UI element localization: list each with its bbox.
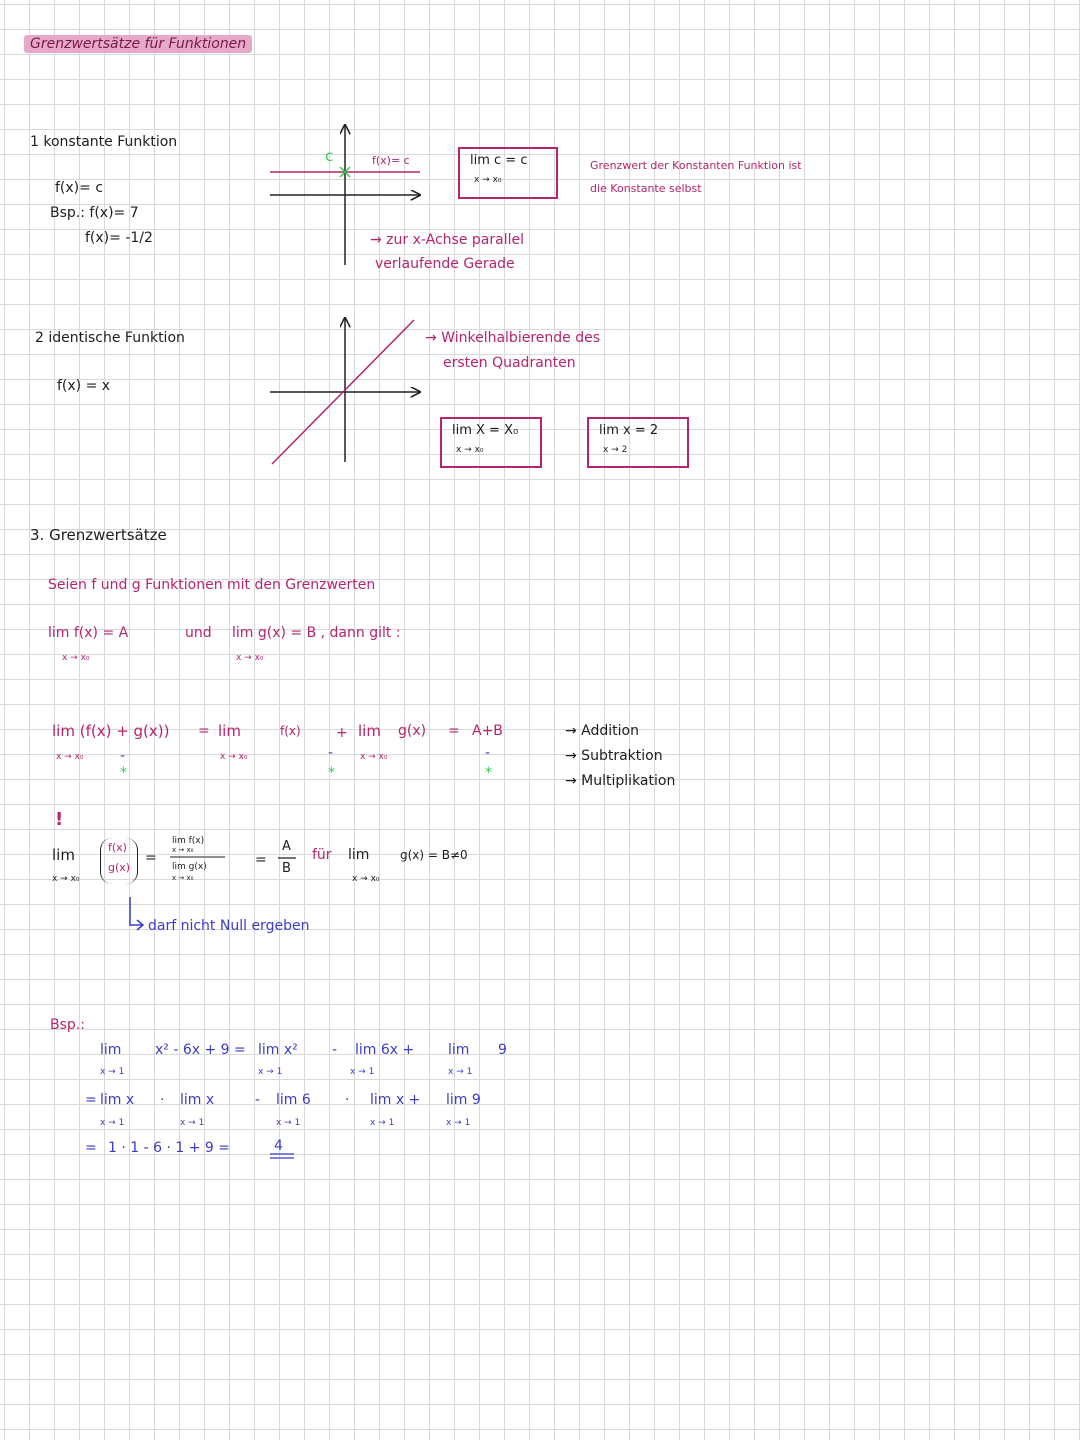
sum-rule-lhs-sub: x → x₀ [56, 752, 84, 762]
sum-rule-fx: f(x) [280, 724, 301, 738]
quotient-cond-lim: lim [348, 847, 370, 863]
quotient-den: lim g(x) [172, 862, 207, 872]
quotient-eq2: = [255, 852, 267, 868]
warning-mark: ! [55, 809, 64, 830]
quotient-A: A [282, 839, 291, 854]
example-label: Bsp.: [50, 1017, 85, 1033]
limit-box-constant-sub: x → x₀ [474, 175, 502, 185]
bisector-note-line1: → Winkelhalbierende des [425, 330, 600, 346]
ex-l1-b: lim 6x + [355, 1042, 415, 1058]
sum-rule-eq2: = [448, 723, 460, 739]
limit-box-example [587, 417, 689, 468]
ex-l1-a: lim x² [258, 1042, 298, 1058]
sum-rule-lim-g-sub: x → x₀ [360, 752, 388, 762]
ex-l1-minus: - [332, 1042, 338, 1058]
quotient-g: g(x) [108, 861, 131, 874]
quotient-cond-sub: x → x₀ [352, 874, 380, 884]
limit-box-example-text: lim x = 2 [599, 423, 659, 438]
null-note: darf nicht Null ergeben [148, 918, 310, 934]
lim-f-sub: x → x₀ [62, 653, 90, 663]
ex-l2-eq: = [85, 1092, 97, 1108]
ex-l1-nine: 9 [498, 1042, 507, 1058]
limit-box-identity [440, 417, 542, 468]
sum-rule-gx: g(x) [398, 723, 427, 739]
sum-rule-minus-2: - [328, 745, 334, 761]
quotient-num-sub: x → x₀ [172, 846, 194, 854]
limit-box-constant-text: lim c = c [470, 153, 528, 168]
identity-function-graph [270, 318, 420, 464]
ex-l1-expr: x² - 6x + 9 = [155, 1042, 246, 1058]
section2-definition: f(x) = x [57, 378, 111, 394]
ex-result: 4 [274, 1138, 283, 1154]
ex-l2-e: lim 9 [446, 1092, 481, 1108]
section3-intro: Seien f und g Funktionen mit den Grenzwerten [48, 577, 376, 593]
quotient-lim: lim [52, 846, 75, 864]
ex-l2-b-sub: x → 1 [180, 1118, 205, 1128]
section2-heading: 2 identische Funktion [35, 330, 185, 346]
section1-example2: f(x)= -1/2 [85, 230, 153, 246]
constant-note-line2: die Konstante selbst [590, 182, 702, 195]
section1-example1: Bsp.: f(x)= 7 [50, 205, 139, 221]
bisector-note-line2: ersten Quadranten [443, 355, 576, 371]
ex-l2-a: lim x [100, 1092, 135, 1108]
sum-rule-lim-f-sub: x → x₀ [220, 752, 248, 762]
limit-box-constant [458, 147, 558, 199]
ex-l1-c-sub: x → 1 [448, 1067, 473, 1077]
limit-box-identity-sub: x → x₀ [456, 445, 484, 455]
ex-l2-minus: - [255, 1092, 261, 1108]
parallel-note-line2: verlaufende Gerade [375, 256, 515, 272]
ex-l1-c: lim [448, 1042, 470, 1058]
lim-g-sub: x → x₀ [236, 653, 264, 663]
sum-rule-result: A+B [472, 723, 503, 739]
ex-l2-dot1: · [160, 1092, 165, 1108]
sum-rule-star-1: * [120, 765, 127, 781]
und-word: und [185, 625, 212, 641]
ex-l2-c-sub: x → 1 [276, 1118, 301, 1128]
quotient-fuer: für [312, 847, 332, 863]
limit-box-example-sub: x → 2 [603, 445, 628, 455]
quotient-lim-sub: x → x₀ [52, 874, 80, 884]
sum-rule-lhs: lim (f(x) + g(x)) [52, 722, 170, 740]
rule-addition: → Addition [565, 723, 639, 739]
page-title: Grenzwertsätze für Funktionen [24, 35, 252, 53]
quotient-num: lim f(x) [172, 836, 205, 846]
sum-rule-lim-g: lim [358, 722, 381, 740]
ex-l2-b: lim x [180, 1092, 215, 1108]
quotient-eq1: = [145, 850, 157, 866]
graph-function-label: f(x)= c [372, 154, 410, 167]
lim-g-statement: lim g(x) = B , dann gilt : [232, 625, 401, 641]
ex-l1-lim-sub: x → 1 [100, 1067, 125, 1077]
ex-l1-a-sub: x → 1 [258, 1067, 283, 1077]
sum-rule-plus: + [336, 725, 348, 741]
ex-l2-d-sub: x → 1 [370, 1118, 395, 1128]
quotient-condition: g(x) = B≠0 [400, 848, 468, 862]
quotient-f: f(x) [108, 841, 127, 854]
ex-l2-dot2: · [345, 1092, 350, 1108]
ex-l2-c: lim 6 [276, 1092, 311, 1108]
limit-box-identity-text: lim X = X₀ [452, 423, 519, 438]
section3-heading: 3. Grenzwertsätze [30, 526, 167, 544]
sum-rule-lim-f: lim [218, 722, 241, 740]
sum-rule-star-2: * [328, 765, 335, 781]
hook-arrow [130, 897, 142, 925]
ex-l2-a-sub: x → 1 [100, 1118, 125, 1128]
lim-f-statement: lim f(x) = A [48, 625, 129, 641]
rule-multiplication: → Multiplikation [565, 773, 676, 789]
sum-rule-minus-1: - [120, 748, 126, 764]
ex-l1-b-sub: x → 1 [350, 1067, 375, 1077]
quotient-B: B [282, 861, 291, 876]
ex-l2-e-sub: x → 1 [446, 1118, 471, 1128]
ex-l3-eq: = [85, 1140, 97, 1156]
graph-c-label: c [325, 147, 334, 165]
sum-rule-star-3: * [485, 765, 492, 781]
ex-l1-lim: lim [100, 1042, 122, 1058]
sum-rule-minus-3: - [485, 745, 491, 761]
quotient-den-sub: x → x₀ [172, 874, 194, 882]
constant-note-line1: Grenzwert der Konstanten Funktion ist [590, 159, 802, 172]
section1-definition: f(x)= c [55, 180, 104, 196]
ex-l3-expr: 1 · 1 - 6 · 1 + 9 = [108, 1140, 231, 1156]
ex-l2-d: lim x + [370, 1092, 421, 1108]
rule-subtraction: → Subtraktion [565, 748, 663, 764]
parallel-note-line1: → zur x-Achse parallel [370, 232, 524, 248]
sum-rule-eq1: = [198, 723, 210, 739]
section1-heading: 1 konstante Funktion [30, 134, 178, 150]
